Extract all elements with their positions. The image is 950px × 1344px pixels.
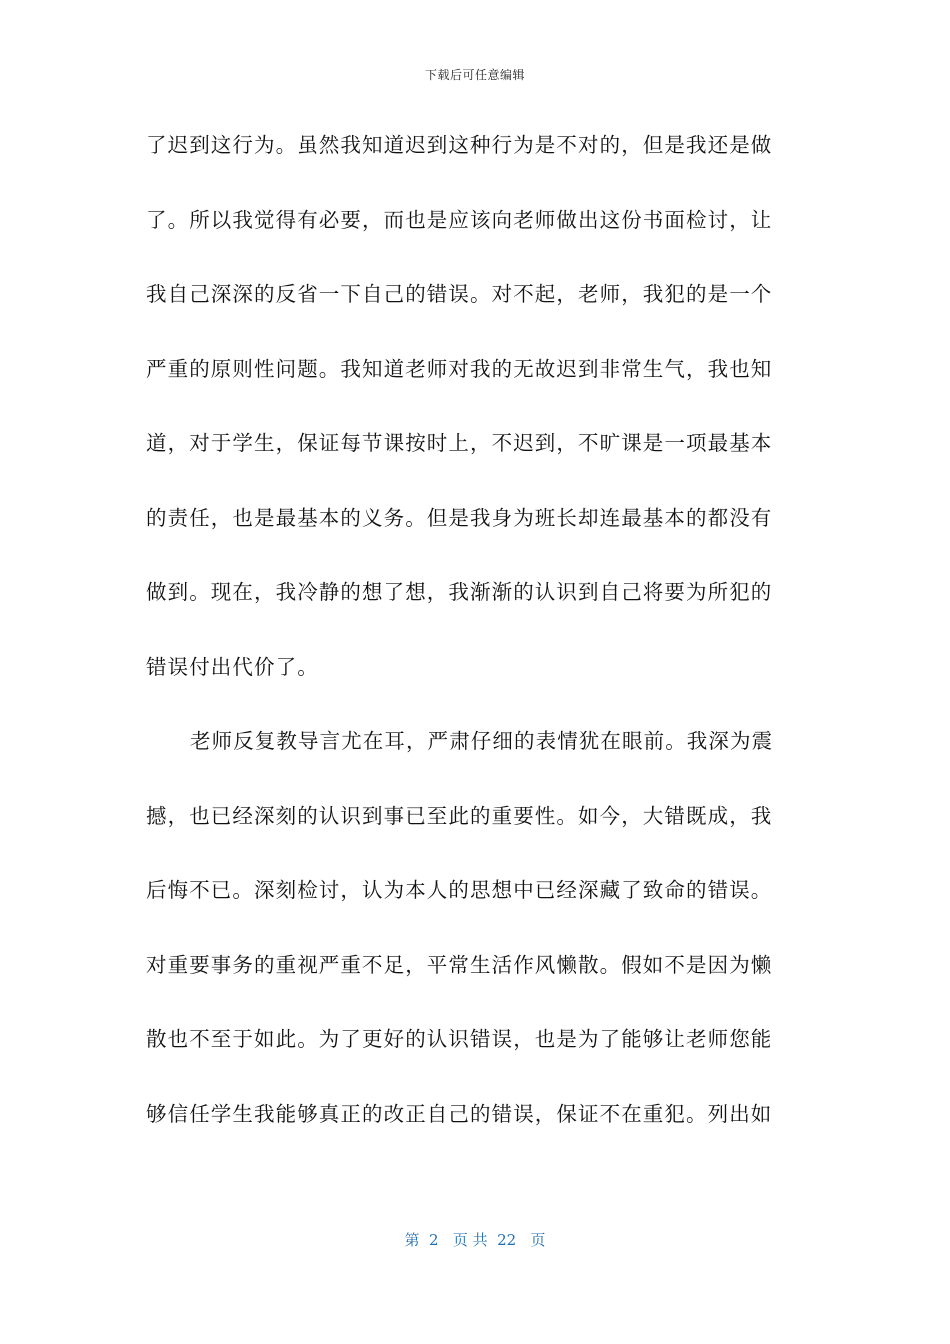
text-line: 的责任，也是最基本的义务。但是我身为班长却连最基本的都没有 xyxy=(146,505,773,530)
page-number-footer: 第 2 页 共 22 页 xyxy=(404,1231,546,1249)
text-line: 对重要事务的重视严重不足，平常生活作风懒散。假如不是因为懒 xyxy=(146,952,773,977)
text-line: 够信任学生我能够真正的改正自己的错误，保证不在重犯。列出如 xyxy=(146,1101,773,1126)
text-line: 了。所以我觉得有必要，而也是应该向老师做出这份书面检讨，让 xyxy=(146,207,773,232)
text-line: 我自己深深的反省一下自己的错误。对不起，老师，我犯的是一个 xyxy=(146,282,773,306)
document-body xyxy=(146,123,796,1166)
paragraph-first-line: 老师反复教导言尤在耳，严肃仔细的表情犹在眼前。我深为震 xyxy=(190,729,774,753)
text-line: 了迟到这行为。虽然我知道迟到这种行为是不对的，但是我还是做 xyxy=(146,133,773,157)
text-line: 后悔不已。深刻检讨，认为本人的思想中已经深藏了致命的错误。 xyxy=(146,878,773,902)
text-line: 道，对于学生，保证每节课按时上，不迟到，不旷课是一项最基本 xyxy=(146,431,773,455)
text-line: 错误付出代价了。 xyxy=(146,654,319,679)
text-line: 做到。现在，我冷静的想了想，我渐渐的认识到自己将要为所犯的 xyxy=(146,580,773,604)
text-line: 散也不至于如此。为了更好的认识错误，也是为了能够让老师您能 xyxy=(146,1027,773,1051)
text-line: 严重的原则性问题。我知道老师对我的无故迟到非常生气，我也知 xyxy=(146,356,773,381)
text-line: 撼，也已经深刻的认识到事已至此的重要性。如今，大错既成，我 xyxy=(146,803,773,828)
page-header: 下载后可任意编辑 xyxy=(424,68,525,82)
